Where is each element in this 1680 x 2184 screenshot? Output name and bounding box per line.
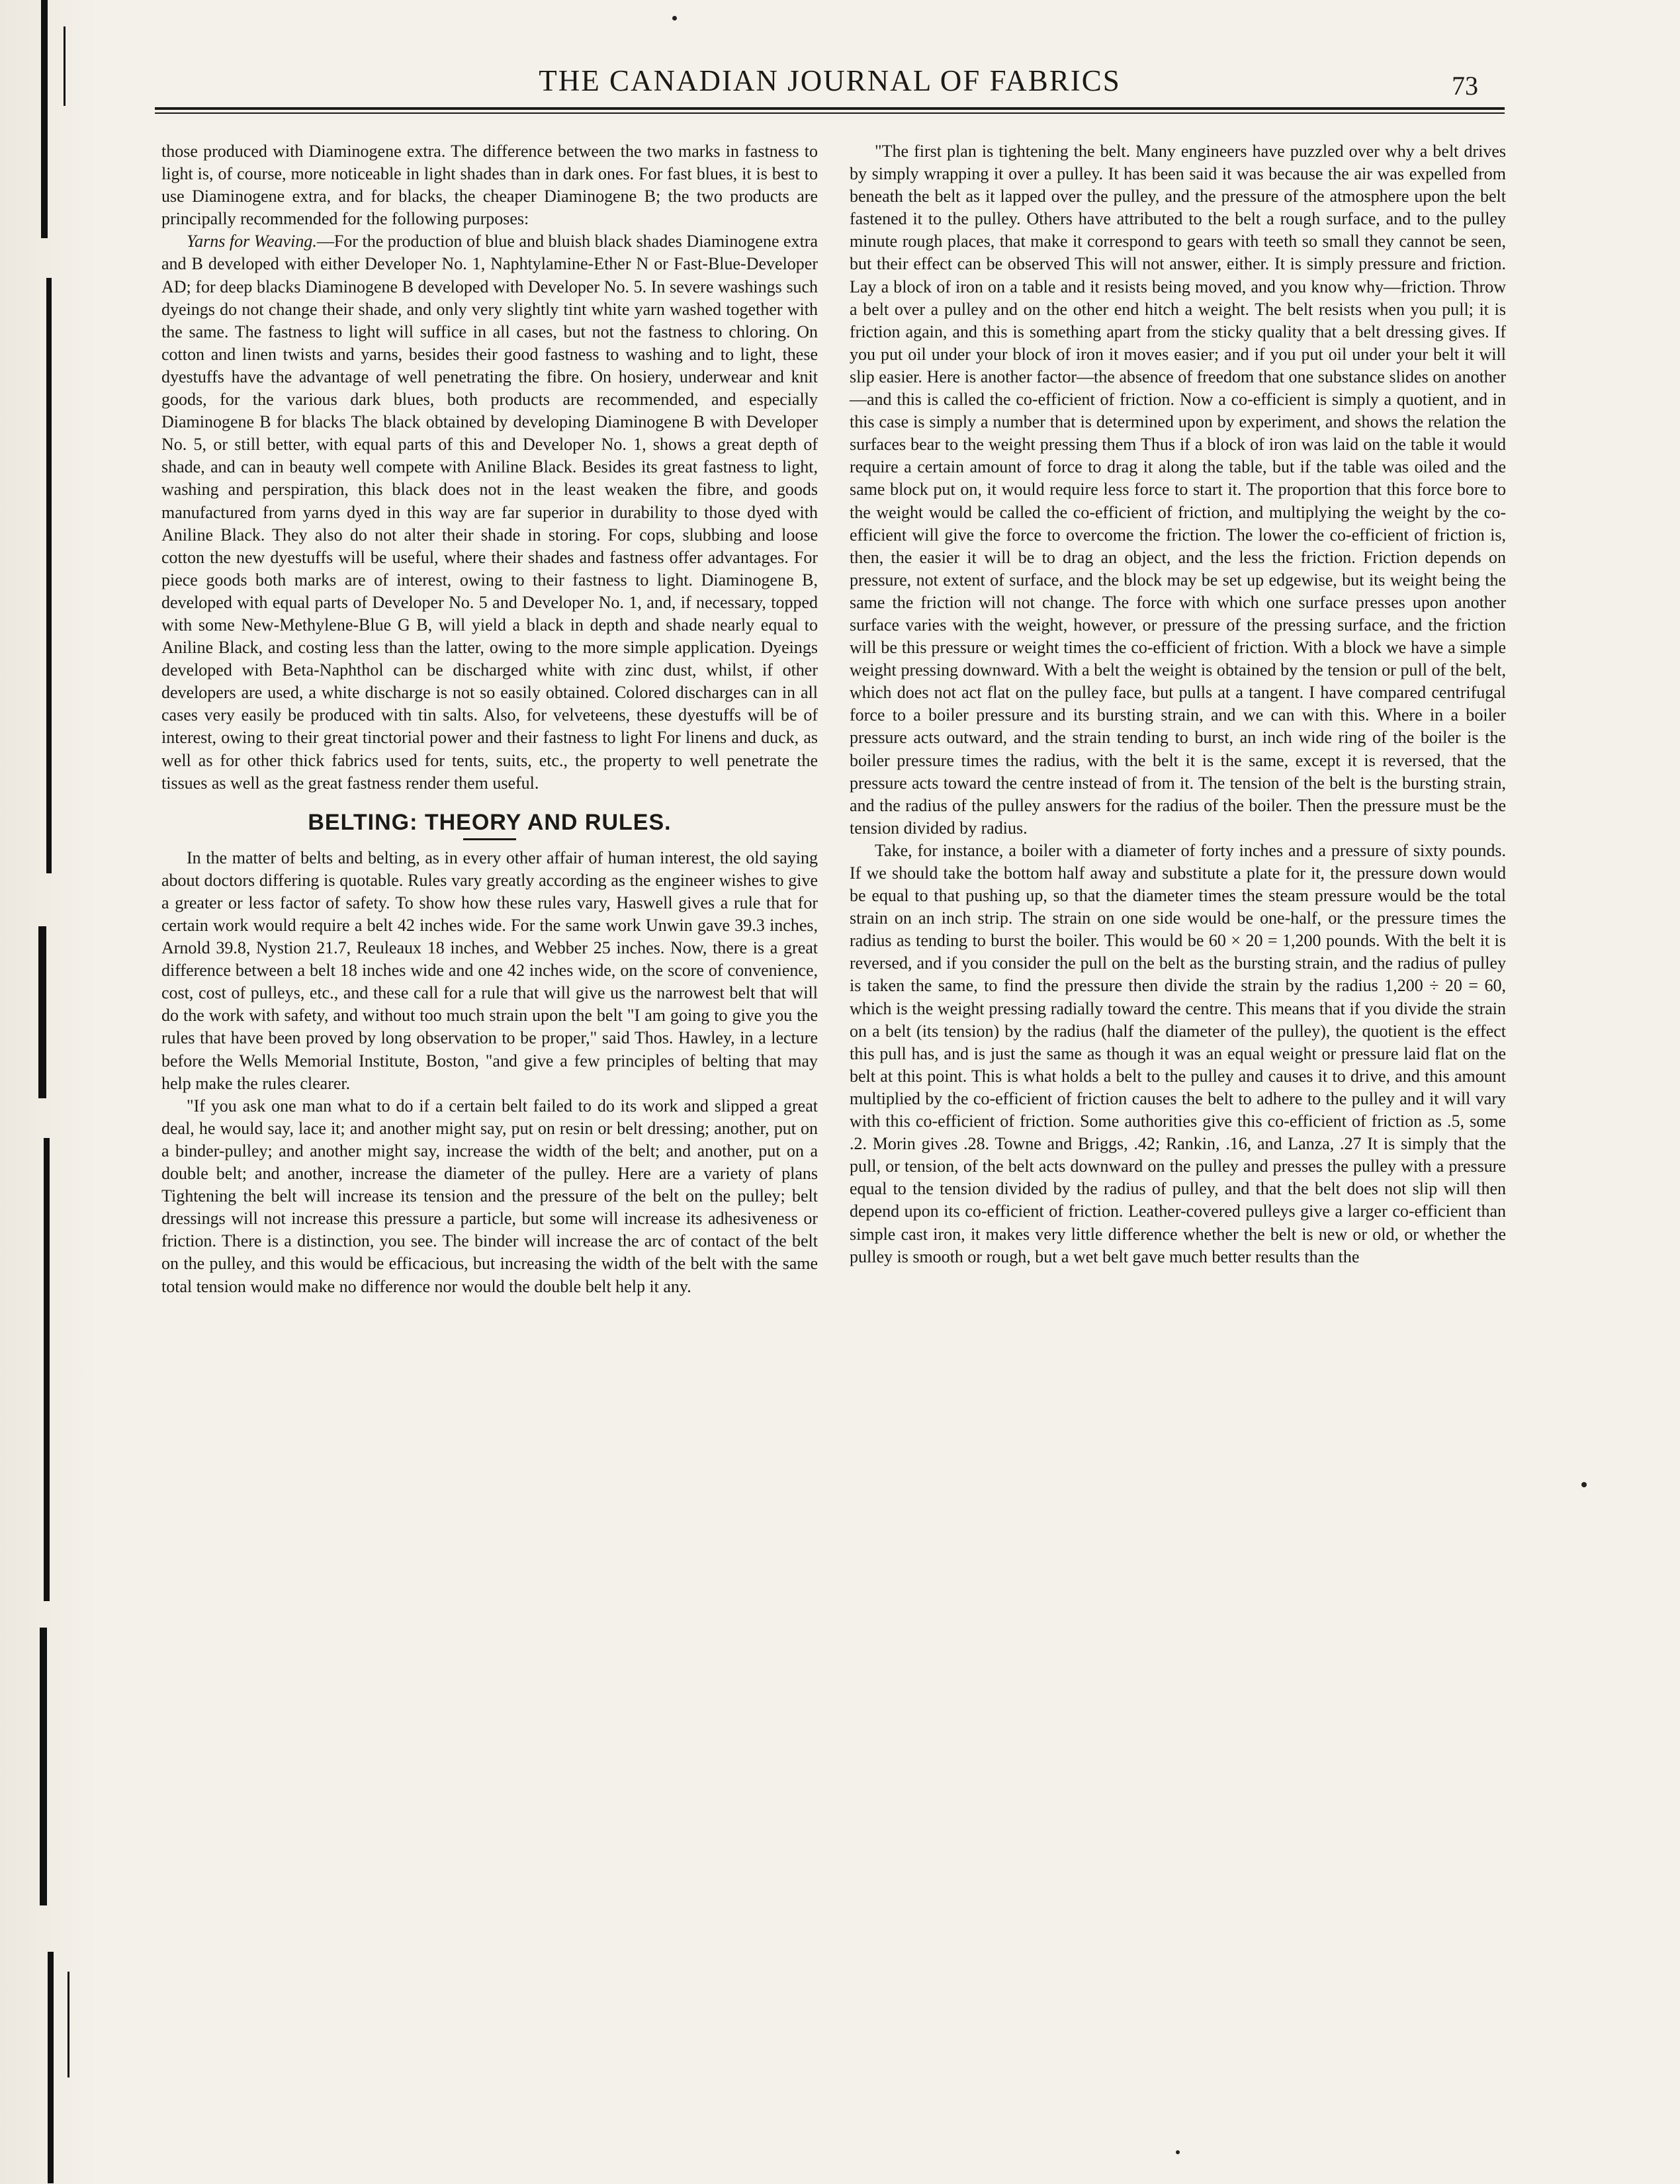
section-heading: BELTING: THEORY AND RULES. [308, 809, 672, 835]
heading-rule [463, 838, 516, 840]
paragraph [161, 230, 818, 794]
page-number: 73 [1452, 71, 1478, 101]
page-header [155, 64, 1505, 103]
paragraph-lead-italic: Yarns for Weaving. [187, 232, 317, 251]
paragraph: "The first plan is tightening the belt. Many engineers have puzzled over why a belt drives by simply wrapping it over a pulley. It has been said it was because the air was expelled from beneath the belt as it lapped over the pulley, and the pressure of the atmosphere upon the belt fastened it to the pulley. Others have attributed to the belt a rough surface, and to the pulley minute rough places, that make it correspond to gears with teeth so small they cannot be seen, but their effect can be observed This will not answer, either. It is simply pressure and friction. Lay a block of iron on a table and it resists being moved, and you know why—friction. Throw a belt over a pulley and on the other end hitch a weight. The belt resists when you pull; it is friction again, and this is something apart from the sticky quality that a belt dressing gives. If you put oil under your block of iron it moves easier; and if you put oil under your belt it will slip easier. Here is another factor—the absence of freedom that one substance slides on another—and this is called the co-efficient of friction. Now a co-efficient is simply a quotient, and in this case is simply a number that is determined upon by experiment, and shows the relation the surfaces bear to the weight pressing them Thus if a block of iron was laid on the table it would require a certain amount of force to drag it along the table, but if the table was oiled and the same block put on, it would require less force to start it. The proportion that this force bore to the weight would be called the co-efficient of friction, and multiplying the weight by the co-efficient will give the force to overcome the friction. The lower the co-efficient of friction is, then, the easier it will be to drag an object, and the less the friction. Friction depends on pressure, not extent of surface, and the block may be set up edgewise, but its weight being the same the friction will not change. The force with which one surface presses upon another surface varies with the weight, however, or pressure of the pressing surface, and the friction will be this pressure or weight times the co-efficient of friction. With a block we have a simple weight pressing downward. With a belt the weight is obtained by the tension or pull of the belt, which does not act flat on the pulley face, but pulls at a tangent. I have compared centrifugal force to a boiler pressure and its bursting strain, and we can with this. Where in a boiler pressure acts outward, and the strain tending to burst, an inch wide ring of the boiler is the boiler pressure times the radius, with the belt it is the same, except it is reversed, that the pressure acts toward the centre instead of from it. The tension of the belt is the bursting strain, and the radius of the pulley answers for the radius of the boiler. Then the pressure must be the tension divided by radius. [850, 142, 1506, 838]
paragraph-body: —For the production of blue and bluish black shades Diaminogene extra and B developed with either Developer No. 1, Naphtylamine-Ether N or Fast-Blue-Developer AD; for deep blacks Diaminogene B developed with Developer No. 5. In severe washings such dyeings do not change their shade, and only very slightly tint white yarn washed together with the same. The fastness to light will suffice in all cases, but not the fastness to chloring. On cotton and linen twists and yarns, besides their good fastness to washing and to light, these dyestuffs have the advantage of well penetrating the fibre. On hosiery, underwear and knit goods, for the various dark blues, both products are recommended, and especially Diaminogene B for blacks The black obtained by developing Diaminogene B with Developer No. 5, or still better, with equal parts of this and Developer No. 1, shows a great depth of shade, and can in beauty well compete with Aniline Black. Besides its great fastness to light, washing and perspiration, this black does not in the least weaken the fibre, and goods manufactured from yarns dyed in this way are far superior in durability to those dyed with Aniline Black. They also do not alter their shade in storing. For cops, slubbing and loose cotton the new dyestuffs will be useful, where their shades and fastness offer advantages. For piece goods both marks are of interest, owing to their fastness to light. Diaminogene B, developed with equal parts of Developer No. 5 and Developer No. 1, and, if necessary, topped with some New-Methylene-Blue G B, will yield a black in depth and shade nearly equal to Aniline Black, and costing less than the latter, owing to the more simple application. Dyeings developed with Beta-Naphthol can be discharged white with zinc dust, whilst, if other developers are used, a white discharge is not so easily obtained. Colored discharges can in all cases very easily be produced with tin salts. Also, for velveteens, these dyestuffs will be of interest, owing to their great tinctorial power and their fastness to light For linens and duck, as well as for other thick fabrics used for tents, suits, etc., the property to well penetrate the tissues as well as the great fastness render them useful. [161, 232, 818, 793]
header-rule-bottom [155, 112, 1505, 114]
left-column [161, 140, 818, 1298]
speck [1176, 2150, 1180, 2154]
header-rule-top [155, 107, 1505, 110]
speck [672, 16, 677, 21]
paragraph: those produced with Diaminogene extra. The difference between the two marks in fastness to light is, of course, more noticeable in light shades than in dark ones. For fast blues, it is best to use Diaminogene extra, and for blacks, the cheaper Diaminogene B; the two products are principally recommended for the following purposes: [161, 142, 818, 229]
page-binding-edge [0, 0, 99, 2184]
journal-title: THE CANADIAN JOURNAL OF FABRICS [539, 64, 1121, 97]
right-column [850, 140, 1506, 1268]
paragraph: In the matter of belts and belting, as in every other affair of human interest, the old saying about doctors differing is quotable. Rules vary greatly according as the engineer wishes to give a greater or less factor of safety. To show how these rules vary, Haswell gives a rule that for certain work would require a belt 42 inches wide. For the same work Unwin gave 39.3 inches, Arnold 39.8, Nystion 21.7, Reuleaux 18 inches, and Webber 25 inches. Now, there is a great difference between a belt 18 inches wide and one 42 inches wide, on the score of convenience, cost, cost of pulleys, etc., and these call for a rule that will give us the narrowest belt that will do the work with safety, and without too much strain upon the belt "I am going to give you the rules that have been proved by long observation to be proper," said Thos. Hawley, in a lecture before the Wells Memorial Institute, Boston, "and give a few principles of belting that may help make the rules clearer. [161, 848, 818, 1093]
paragraph: "If you ask one man what to do if a certain belt failed to do its work and slipped a great deal, he would say, lace it; and another might say, put on resin or belt dressing; another, put on a binder-pulley; and another might say, increase the width of the belt; and another, put on a double belt; and another, increase the diameter of the pulley. Here are a variety of plans Tightening the belt will increase its tension and the pressure of the belt on the pulley; belt dressings will not increase this pressure a particle, but some will increase its adhesiveness or friction. There is a distinction, you see. The binder will increase the arc of contact of the belt on the pulley, and this would be efficacious, but increasing the width of the belt with the same total tension would make no difference nor would the double belt help it any. [161, 1096, 818, 1296]
paragraph: Take, for instance, a boiler with a diameter of forty inches and a pressure of sixty pounds. If we should take the bottom half away and substitute a plate for it, the pressure down would be equal to that pushing up, so that the diameter times the steam pressure would be the total strain on an inch strip. The strain on one side would be one-half, or the pressure times the radius as tending to burst the boiler. This would be 60 × 20 = 1,200 pounds. With the belt it is reversed, and if you consider the pull on the belt as the bursting strain, and the radius of pulley is taken the same, to find the pressure then divide the strain by the radius 1,200 ÷ 20 = 60, which is the weight pressing radially toward the centre. This means that if you divide the strain on a belt (its tension) by the radius (half the diameter of the pulley), the quotient is the effect this pull has, and is just the same as though it was an equal weight or pressure laid flat on the belt at this point. This is what holds a belt to the pulley and causes it to drive, and this amount multiplied by the co-efficient of friction causes the belt to adhere to the pulley and it will vary with this co-efficient of friction. Some authorities give this co-efficient of friction as .5, some .2. Morin gives .28. Towne and Briggs, .42; Rankin, .16, and Lanza, .27 It is simply that the pull, or tension, of the belt acts downward on the pulley and presses the pulley with a pressure equal to the tension divided by the radius of pulley, and that the belt does not slip will then depend upon its co-efficient of friction. Leather-covered pulleys give a larger co-efficient than simple cast iron, it makes very little difference whether the belt is new or old, or whether the pulley is smooth or rough, but a wet belt gave much better results than the [850, 840, 1506, 1266]
speck [1581, 1482, 1587, 1487]
